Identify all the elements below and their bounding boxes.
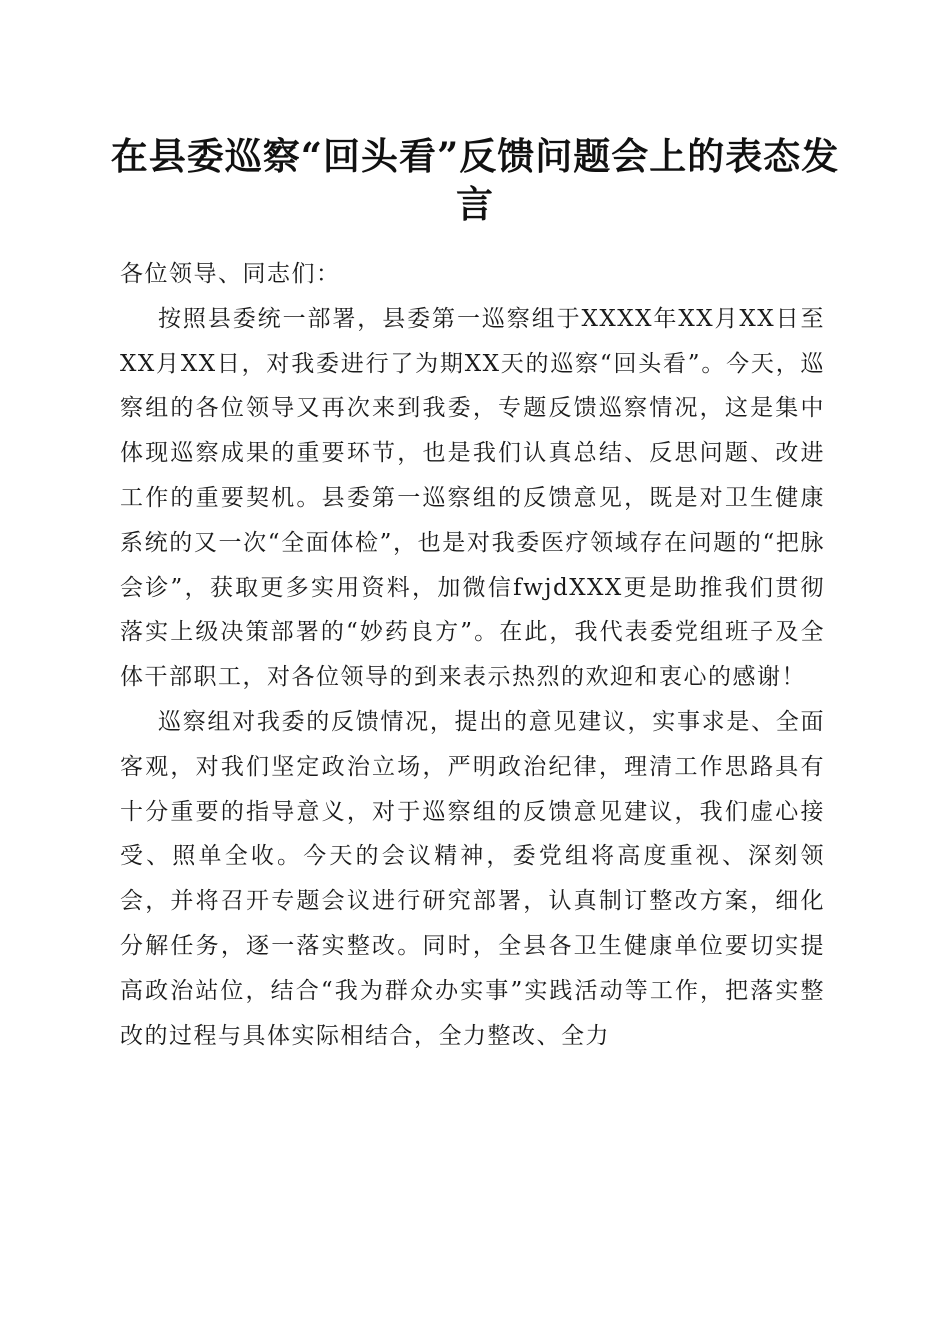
document-title: 在县委巡察“回头看”反馈问题会上的表态发言	[110, 134, 840, 226]
document-body	[120, 252, 825, 1058]
salutation: 各位领导、同志们：	[120, 261, 341, 287]
paragraph: 巡察组对我委的反馈情况，提出的意见建议，实事求是、全面客观，对我们坚定政治立场，严明政治纪律，理清工作思路具有十分重要的指导意义，对于巡察组的反馈意见建议，我们虚心接受、照单全收。今天的会议精神，委党组将高度重视、深刻领会，并将召开专题会议进行研究部署，认真制订整改方案，细化分解任务，逐一落实整改。同时，全县各卫生健康单位要切实提高政治站位，结合“我为群众办实事”实践活动等工作，把落实整改的过程与具体实际相结合，全力整改、全力	[120, 708, 825, 1049]
paragraph: 按照县委统一部署，县委第一巡察组于XXXX年XX月XX日至XX月XX日，对我委进行了为期XX天的巡察“回头看”。今天，巡察组的各位领导又再次来到我委，专题反馈巡察情况，这是集中体现巡察成果的重要环节，也是我们认真总结、反思问题、改进工作的重要契机。县委第一巡察组的反馈意见，既是对卫生健康系统的又一次“全面体检”，也是对我委医疗领域存在问题的“把脉会诊”，获取更多实用资料，加微信fwjdXXX更是助推我们贯彻落实上级决策部署的“妙药良方”。在此，我代表委党组班子及全体干部职工，对各位领导的到来表示热烈的欢迎和衷心的感谢！	[120, 305, 825, 691]
